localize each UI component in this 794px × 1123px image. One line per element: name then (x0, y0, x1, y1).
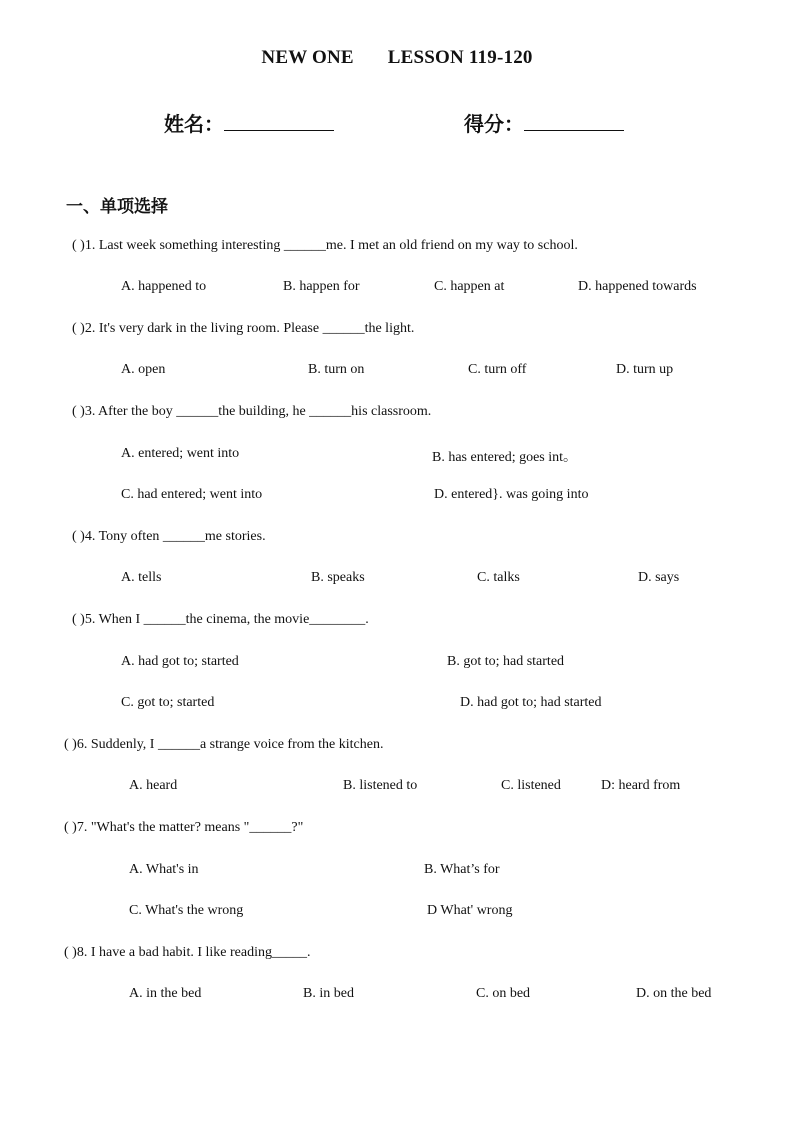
answer-paren-4[interactable]: ( ) (72, 529, 85, 544)
answer-paren-2[interactable]: ( ) (72, 321, 85, 336)
name-field[interactable] (164, 108, 334, 137)
question-1 (72, 238, 578, 254)
question-text: 2. It's very dark in the living room. Please ______the light. (84, 321, 415, 336)
option-2b: B. turn on (308, 362, 365, 377)
option-2c: C. turn off (468, 362, 527, 377)
score-blank[interactable] (524, 110, 624, 131)
option-6c: C. listened (501, 778, 561, 793)
option-7c: C. What's the wrong (129, 903, 244, 918)
option-4b: B. speaks (311, 570, 365, 585)
question-text: 6. Suddenly, I ______a strange voice from the kitchen. (76, 737, 384, 752)
option-5b: B. got to; had started (447, 654, 565, 669)
score-label: 得分： (464, 112, 524, 136)
answer-paren-3[interactable]: ( ) (72, 404, 85, 419)
option-8b: B. in bed (303, 986, 354, 1001)
option-1b: B. happen for (283, 279, 360, 294)
name-label: 姓名： (164, 112, 224, 136)
title-right: LESSON 119-120 (387, 47, 533, 68)
option-1a: A. happened to (121, 279, 207, 294)
option-8c: C. on bed (476, 986, 531, 1001)
question-5 (72, 612, 369, 628)
option-3a: A. entered; went into (121, 446, 240, 461)
question-text: 5. When I ______the cinema, the movie________. (84, 612, 369, 627)
option-6a: A. heard (129, 778, 178, 793)
option-3d: D. entered}. was going into (434, 487, 589, 502)
option-3c: C. had entered; went into (121, 487, 263, 502)
option-1d: D. happened towards (578, 279, 697, 294)
option-2a: A. open (121, 362, 166, 377)
option-4d: D. says (638, 570, 680, 585)
question-6 (64, 737, 383, 753)
option-4a: A. tells (121, 570, 162, 585)
question-4 (72, 529, 266, 545)
title-left: NEW ONE (261, 47, 354, 68)
answer-paren-1[interactable]: ( ) (72, 238, 85, 253)
question-2 (72, 321, 414, 337)
answer-paren-6[interactable]: ( ) (64, 737, 77, 752)
option-8a: A. in the bed (129, 986, 202, 1001)
question-text: 1. Last week something interesting ______me. I met an old friend on my way to school. (84, 238, 578, 253)
option-5d: D. had got to; had started (460, 695, 602, 710)
option-7d: D What' wrong (427, 903, 513, 918)
name-blank[interactable] (224, 110, 334, 131)
question-7 (64, 820, 303, 836)
question-8 (64, 945, 310, 961)
question-text: 8. I have a bad habit. I like reading_____. (76, 945, 311, 960)
option-7b: B. What’s for (424, 862, 500, 877)
option-7a: A. What's in (129, 862, 199, 877)
option-5c: C. got to; started (121, 695, 215, 710)
option-5a: A. had got to; started (121, 654, 239, 669)
option-3b: B. has entered; goes int。 (432, 450, 578, 465)
answer-paren-7[interactable]: ( ) (64, 820, 77, 835)
option-8d: D. on the bed (636, 986, 712, 1001)
score-field[interactable] (464, 108, 624, 137)
answer-paren-5[interactable]: ( ) (72, 612, 85, 627)
option-2d: D. turn up (616, 362, 674, 377)
option-1c: C. happen at (434, 279, 505, 294)
page-title (0, 47, 794, 69)
question-text: 3. After the boy ______the building, he ______his classroom. (84, 404, 432, 419)
question-text: 4. Tony often ______me stories. (84, 529, 266, 544)
option-6b: B. listened to (343, 778, 418, 793)
answer-paren-8[interactable]: ( ) (64, 945, 77, 960)
section-title: 一、单项选择 (66, 197, 168, 217)
option-4c: C. talks (477, 570, 520, 585)
question-3 (72, 404, 431, 420)
option-6d: D: heard from (601, 778, 681, 793)
question-text: 7. "What's the matter? means "______?" (76, 820, 304, 835)
